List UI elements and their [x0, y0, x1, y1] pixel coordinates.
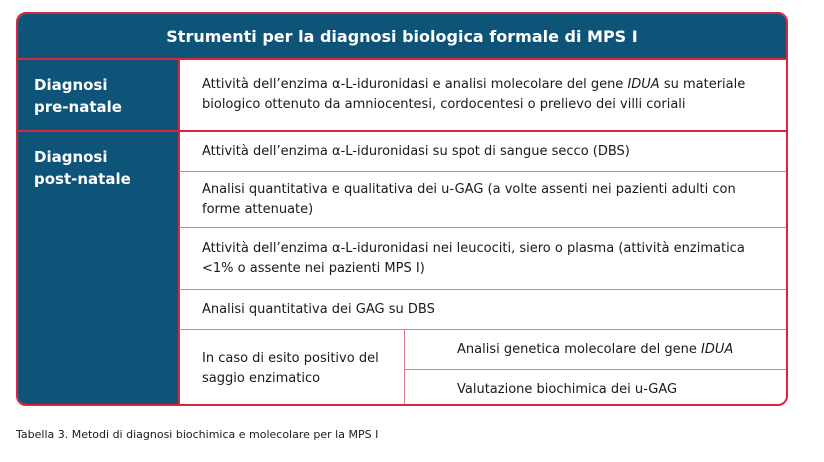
table-caption: Tabella 3. Metodi di diagnosi biochimica e molecolare per la MPS I — [16, 428, 379, 441]
diagnosis-table — [16, 12, 788, 406]
conditional-biochemical-cell: Valutazione biochimica dei u-GAG — [457, 381, 678, 397]
row-label-pre-natal: Diagnosi pre-natale — [18, 60, 178, 132]
row-label-post-natal: Diagnosi post-natale — [18, 132, 178, 406]
conditional-genetic-cell: Analisi genetica molecolare del gene IDUA — [405, 330, 786, 370]
pre-natal-text: Attività dell’enzima α-L-iduronidasi e analisi molecolare del gene IDUA su materiale biologico ottenuto da amniocentesi, cordocentesi o prelievo dei villi coriali — [202, 77, 746, 112]
gene-name: IDUA — [701, 342, 734, 357]
pre-natal-cell — [178, 60, 786, 132]
post-natal-row-leukocytes: Attività dell’enzima α-L-iduronidasi nei leucociti, siero o plasma (attività enzimatica <1% o assente nei pazienti MPS I) — [178, 228, 786, 290]
gene-name: IDUA — [627, 77, 660, 92]
table-title: Strumenti per la diagnosi biologica formale di MPS I — [18, 14, 786, 60]
post-natal-row-ugag: Analisi quantitativa e qualitativa dei u-GAG (a volte assenti nei pazienti adulti con forme attenuate) — [178, 172, 786, 228]
post-natal-row-gag-dbs: Analisi quantitativa dei GAG su DBS — [178, 290, 786, 330]
post-natal-row-dbs-enzyme: Attività dell’enzima α-L-iduronidasi su spot di sangue secco (DBS) — [178, 132, 786, 172]
conditional-label-cell: In caso di esito positivo del saggio enzimatico — [178, 330, 405, 406]
